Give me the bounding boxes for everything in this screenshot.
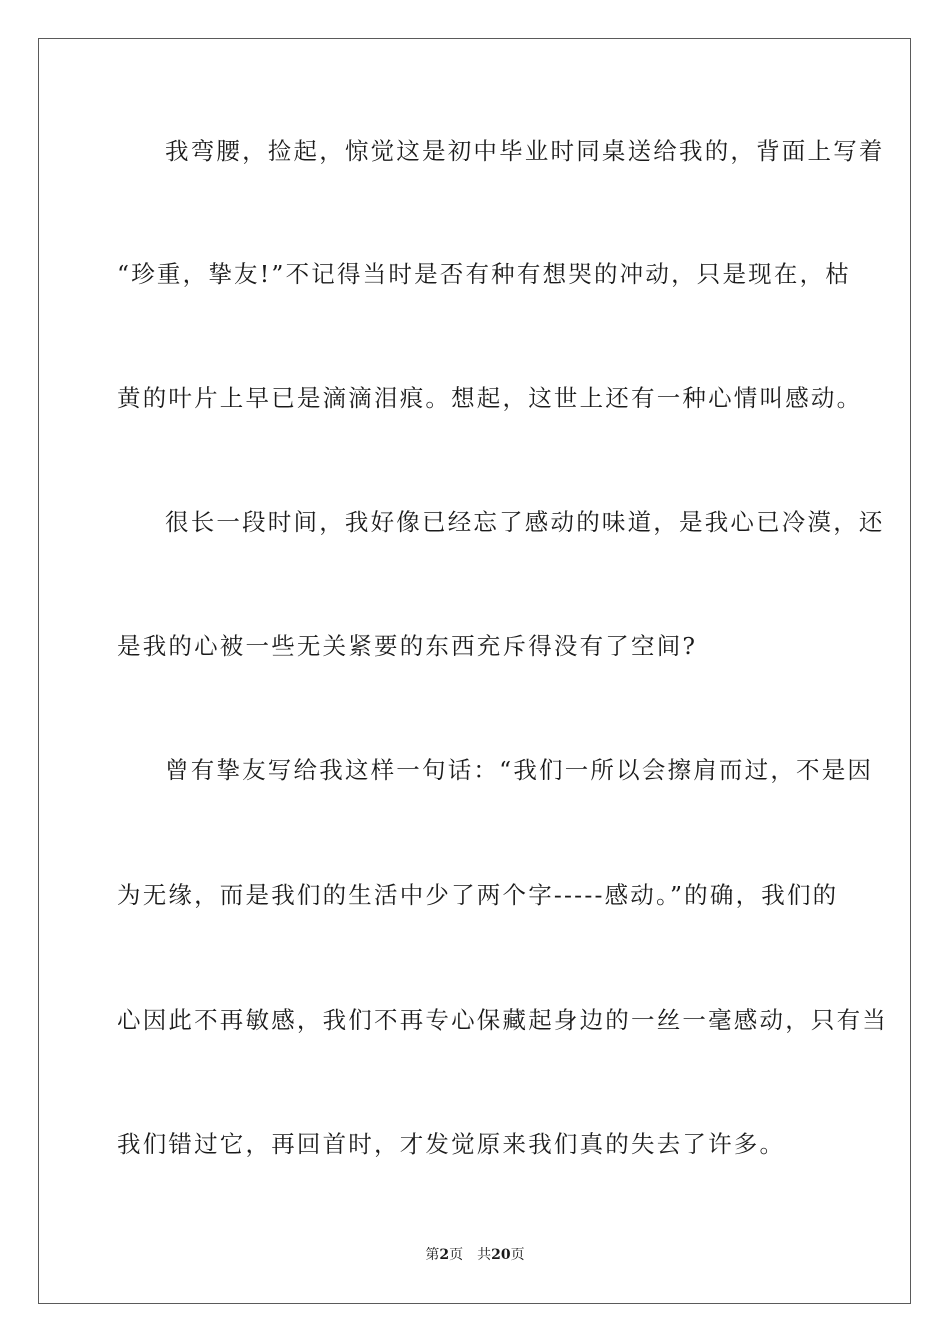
paragraph-2-line-1: 很长一段时间，我好像已经忘了感动的味道，是我心已冷漠，还 xyxy=(165,508,885,536)
page-border xyxy=(38,38,911,1304)
paragraph-1-line-1: 我弯腰，捡起，惊觉这是初中毕业时同桌送给我的，背面上写着 xyxy=(165,137,885,165)
page-suffix: 页 xyxy=(449,1247,464,1263)
paragraph-3-line-4: 我们错过它，再回首时，才发觉原来我们真的失去了许多。 xyxy=(117,1130,786,1158)
paragraph-3-line-3: 心因此不再敏感，我们不再专心保藏起身边的一丝一毫感动，只有当 xyxy=(117,1006,888,1034)
paragraph-1-line-2: “珍重，挚友!”不记得当时是否有种有想哭的冲动，只是现在，枯 xyxy=(117,260,851,288)
paragraph-3-line-2: 为无缘，而是我们的生活中少了两个字-----感动。”的确，我们的 xyxy=(117,881,839,909)
page-number: 2 xyxy=(439,1247,450,1263)
paragraph-3-line-1: 曾有挚友写给我这样一句话：“我们一所以会擦肩而过，不是因 xyxy=(165,756,874,784)
page-footer xyxy=(0,1245,950,1265)
paragraph-2-line-2: 是我的心被一些无关紧要的东西充斥得没有了空间? xyxy=(117,632,698,660)
paragraph-1-line-3: 黄的叶片上早已是滴滴泪痕。想起，这世上还有一种心情叫感动。 xyxy=(117,384,863,412)
total-pages: 20 xyxy=(491,1247,511,1263)
total-prefix: 共 xyxy=(477,1247,492,1263)
total-suffix: 页 xyxy=(510,1247,525,1263)
page-prefix: 第 xyxy=(425,1247,440,1263)
